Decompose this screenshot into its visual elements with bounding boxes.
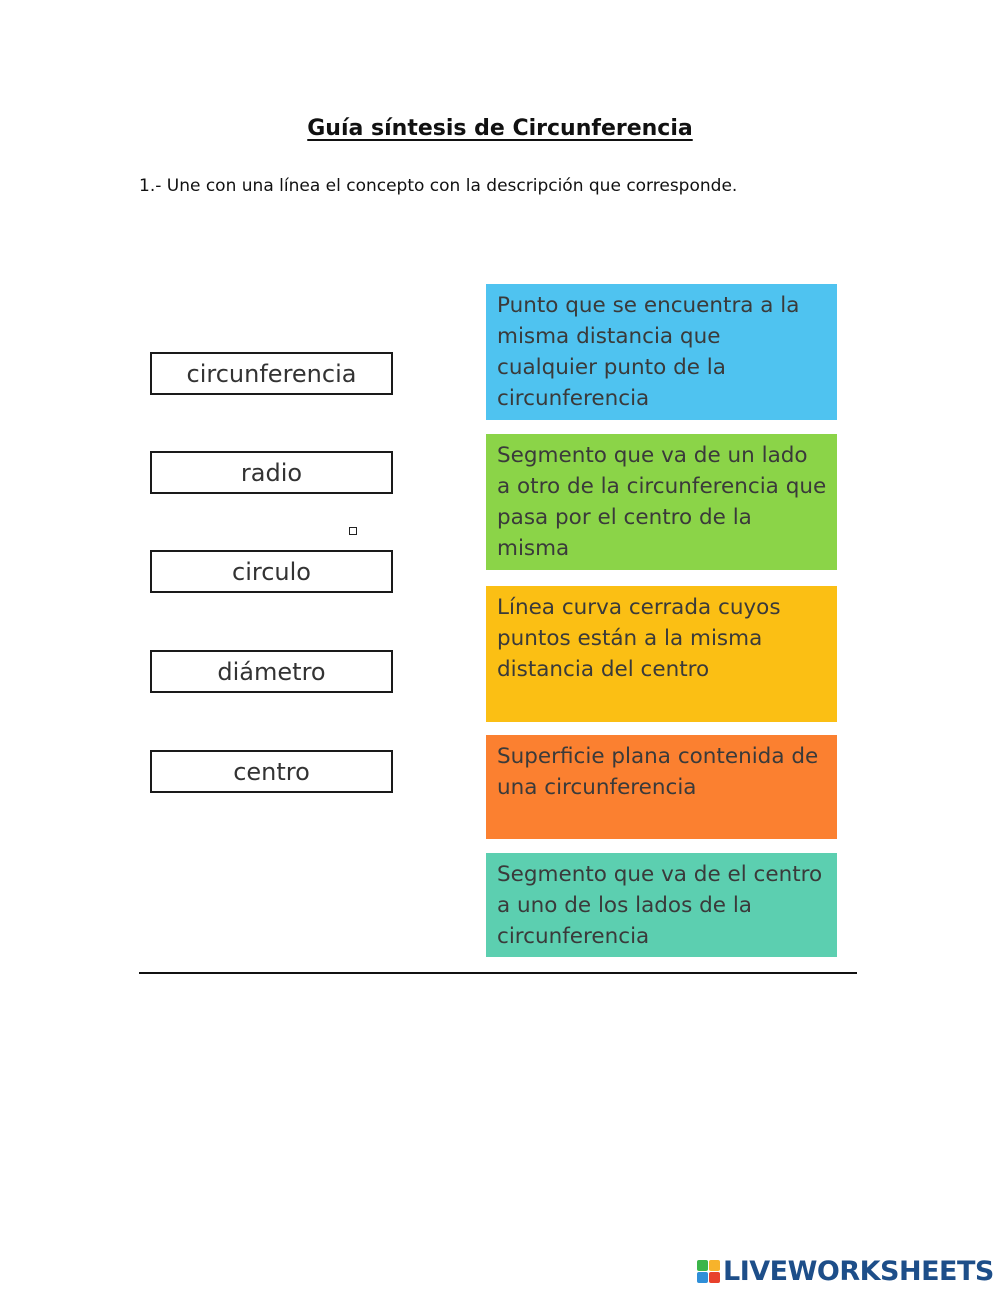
description-card-2[interactable]: Segmento que va de un lado a otro de la circunferencia que pasa por el centro de la misma: [486, 434, 837, 570]
liveworksheets-logo: [697, 1254, 994, 1288]
concept-box-circunferencia[interactable]: circunferencia: [150, 352, 393, 395]
horizontal-divider: [139, 972, 857, 974]
description-card-5[interactable]: Segmento que va de el centro a uno de los lados de la circunferencia: [486, 853, 837, 957]
description-card-1[interactable]: Punto que se encuentra a la misma distancia que cualquier punto de la circunferencia: [486, 284, 837, 420]
brand-name: LIVEWORKSHEETS: [723, 1255, 994, 1287]
concept-box-diametro[interactable]: diámetro: [150, 650, 393, 693]
instruction-text: 1.- Une con una línea el concepto con la descripción que corresponde.: [139, 176, 738, 196]
description-card-3[interactable]: Línea curva cerrada cuyos puntos están a la misma distancia del centro: [486, 586, 837, 722]
concept-box-centro[interactable]: centro: [150, 750, 393, 793]
page-title: Guía síntesis de Circunferencia: [307, 116, 693, 141]
concept-box-circulo[interactable]: circulo: [150, 550, 393, 593]
answer-checkbox[interactable]: [349, 527, 357, 535]
description-card-4[interactable]: Superficie plana contenida de una circunferencia: [486, 735, 837, 839]
liveworksheets-mark-icon: [697, 1260, 720, 1283]
concept-box-radio[interactable]: radio: [150, 451, 393, 494]
